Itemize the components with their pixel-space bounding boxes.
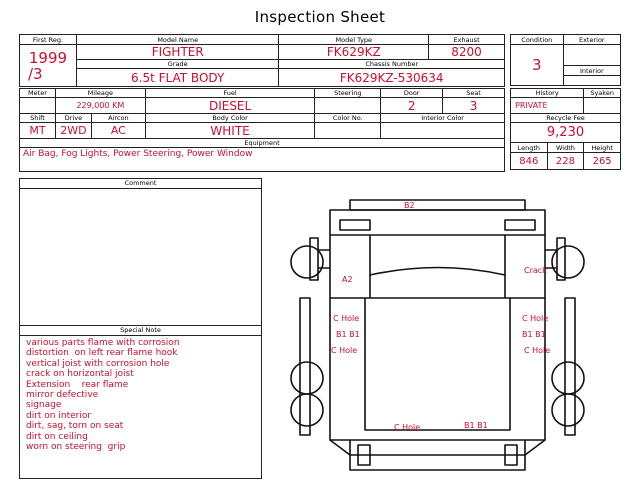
recycle-fee-label: Recycle Fee — [511, 114, 621, 123]
special-note-box — [19, 325, 262, 479]
interior-value — [563, 76, 620, 86]
drive-value: 2WD — [55, 123, 91, 139]
first-reg-value — [20, 45, 77, 87]
mark-c-hole-bottom: C Hole — [394, 423, 421, 432]
syaken-value — [584, 98, 621, 114]
first-reg-month: /3 — [28, 64, 43, 83]
rear-right-wheel-1 — [552, 362, 584, 394]
body-color-label: Body Color — [145, 114, 315, 123]
comment-text — [20, 189, 261, 193]
grade-label: Grade — [76, 60, 279, 69]
seat-label: Seat — [443, 89, 505, 98]
special-note-line: dirt on ceiling — [26, 431, 88, 442]
grade-value: 6.5t FLAT BODY — [76, 69, 279, 87]
special-note-line: crack on horizontal joist — [26, 369, 134, 380]
door-value: 2 — [381, 98, 443, 114]
mark-b1-bottom: B1 B1 — [464, 421, 488, 430]
model-name-value: FIGHTER — [76, 45, 279, 60]
condition-value: 3 — [511, 45, 564, 86]
special-note-line: various parts flame with corrosion — [26, 338, 180, 348]
meter-value — [20, 98, 56, 114]
exhaust-label: Exhaust — [429, 35, 505, 45]
height-value: 265 — [584, 153, 621, 170]
cab-roof-outline — [350, 200, 525, 210]
right-mirror — [545, 238, 565, 280]
history-value: PRIVATE — [511, 98, 584, 114]
left-mirror — [310, 238, 330, 280]
special-note-line: vertical joist with corrosion hole — [26, 358, 170, 369]
equipment-value: Air Bag, Fog Lights, Power Steering, Power Window — [20, 148, 505, 172]
cab-inner-line — [370, 275, 505, 298]
mark-c-hole-right-1: C Hole — [522, 314, 549, 323]
mark-b2: B2 — [404, 201, 415, 210]
interior-label: Interior — [563, 66, 620, 76]
special-note-line: worn on steering grip — [26, 442, 126, 453]
chassis-number-value: FK629KZ-530634 — [279, 69, 505, 87]
height-label: Height — [584, 143, 621, 153]
body-color-value: WHITE — [145, 123, 315, 139]
windshield-outline — [340, 220, 535, 230]
rear-frame-outline — [350, 440, 525, 455]
first-reg-label: First Reg. — [20, 35, 77, 45]
page-title: Inspection Sheet — [254, 8, 386, 26]
aircon-label: Aircon — [91, 114, 145, 123]
rear-corner-lines — [330, 440, 545, 455]
special-note-line: signage — [26, 400, 62, 411]
rear-left-wheel-1 — [291, 362, 323, 394]
mark-b1-right: B1 B1 — [522, 330, 546, 339]
history-table — [510, 88, 621, 170]
condition-table — [510, 34, 621, 86]
special-note-line: dirt, sag, torn on seat — [26, 421, 124, 432]
fuel-value: DIESEL — [145, 98, 315, 114]
recycle-fee-value: 9,230 — [511, 123, 621, 143]
meter-label: Meter — [20, 89, 56, 98]
length-value: 846 — [511, 153, 548, 170]
steering-label: Steering — [315, 89, 381, 98]
special-note-list — [20, 336, 261, 454]
first-reg-year: 1999 — [28, 48, 68, 67]
drive-label: Drive — [55, 114, 91, 123]
seat-value: 3 — [443, 98, 505, 114]
special-note-label: Special Note — [20, 326, 261, 336]
mark-b1-left: B1 B1 — [336, 330, 360, 339]
comment-box — [19, 178, 262, 326]
model-name-label: Model Name — [76, 35, 279, 45]
interior-color-value — [381, 123, 505, 139]
fuel-label: Fuel — [145, 89, 315, 98]
syaken-label: Syaken — [584, 89, 621, 98]
rear-bumper-outline — [350, 455, 525, 470]
color-no-label: Color No. — [315, 114, 381, 123]
comment-label: Comment — [20, 179, 261, 189]
rear-left-wheel-2 — [291, 394, 323, 426]
bed-inner-outline — [365, 298, 510, 430]
special-note-line: distortion on left rear flame hook — [26, 348, 178, 359]
mark-a2: A2 — [342, 275, 353, 284]
mark-c-hole-left-1: C Hole — [333, 314, 360, 323]
steering-value — [315, 98, 381, 114]
length-label: Length — [511, 143, 548, 153]
shift-label: Shift — [20, 114, 56, 123]
vehicle-specs-table — [19, 88, 505, 172]
vehicle-info-table — [19, 34, 505, 87]
special-note-line: dirt on interior — [26, 410, 92, 421]
width-value: 228 — [547, 153, 584, 170]
mark-crack: Crack — [524, 266, 547, 275]
cab-seat-divider — [370, 235, 505, 275]
model-type-value: FK629KZ — [279, 45, 429, 60]
rear-right-wheel-2 — [552, 394, 584, 426]
truck-damage-diagram — [270, 180, 640, 480]
exterior-label: Exterior — [563, 35, 620, 45]
cab-front-outline — [330, 210, 545, 235]
exhaust-value: 8200 — [429, 45, 505, 60]
special-note-line: Extension rear flame — [26, 379, 129, 390]
model-type-label: Model Type — [279, 35, 429, 45]
left-side-panel — [300, 298, 310, 435]
history-label: History — [511, 89, 584, 98]
equipment-label: Equipment — [20, 139, 505, 148]
mileage-label: Mileage — [55, 89, 145, 98]
truck-bed-outline — [330, 298, 545, 440]
mark-c-hole-right-2: C Hole — [524, 346, 551, 355]
color-no-value — [315, 123, 381, 139]
interior-color-label: Interior Color — [381, 114, 505, 123]
special-note-line: mirror defective — [26, 390, 99, 401]
width-label: Width — [547, 143, 584, 153]
exterior-value — [563, 45, 620, 66]
aircon-value: AC — [91, 123, 145, 139]
condition-label: Condition — [511, 35, 564, 45]
mark-c-hole-left-2: C Hole — [331, 346, 358, 355]
right-side-panel — [565, 298, 575, 435]
cab-top-view — [330, 235, 545, 298]
chassis-number-label: Chassis Number — [279, 60, 505, 69]
shift-value: MT — [20, 123, 56, 139]
door-label: Door — [381, 89, 443, 98]
mileage-value: 229,000 KM — [55, 98, 145, 114]
